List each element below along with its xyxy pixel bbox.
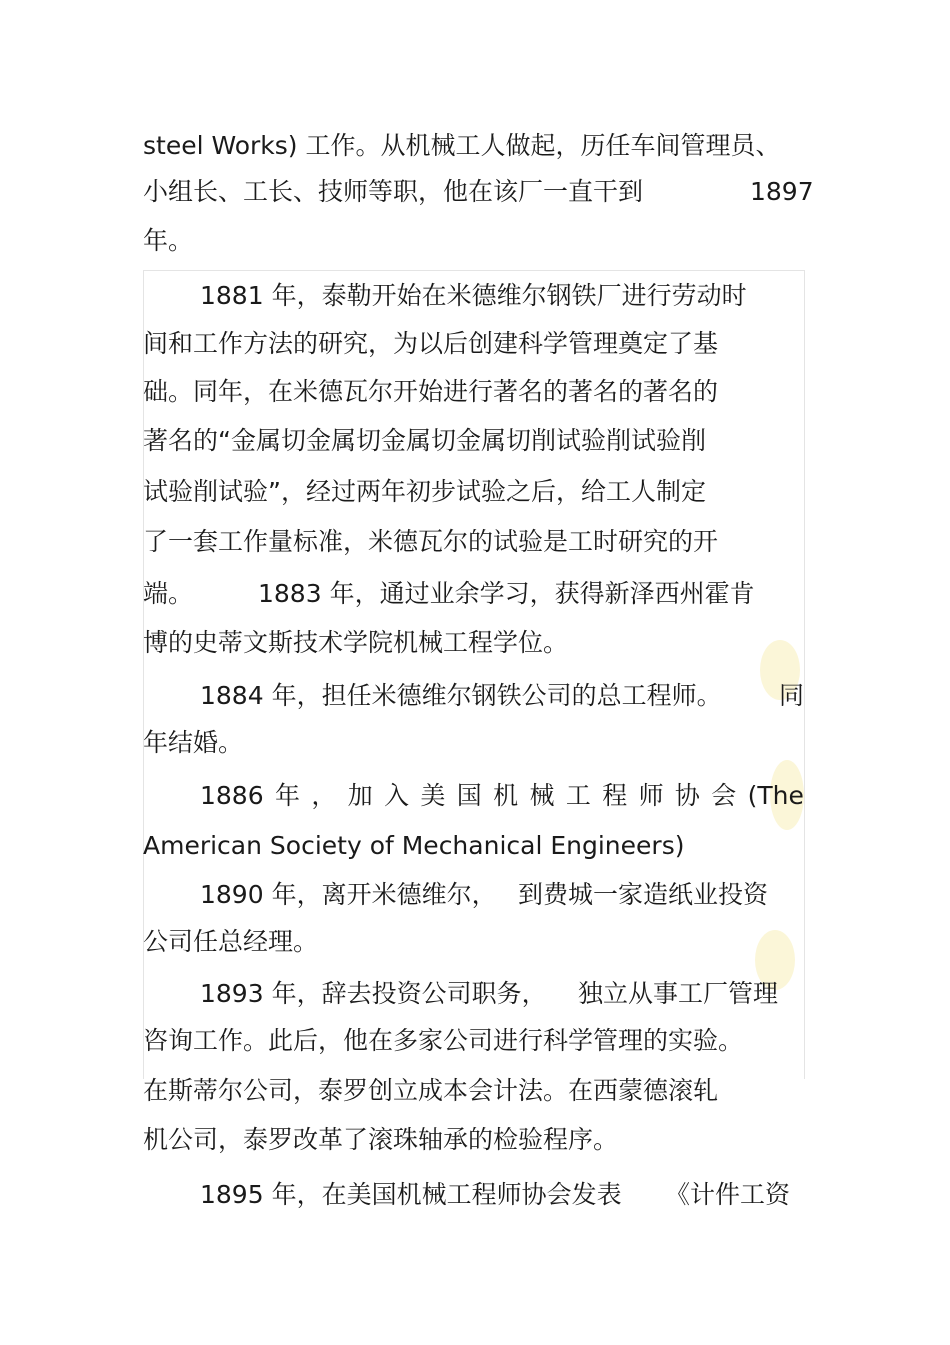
text-line: 1893 年，辞去投资公司职务， bbox=[200, 979, 547, 1008]
word: (The bbox=[747, 781, 804, 810]
word: 国 bbox=[456, 781, 482, 810]
text-line: 了一套工作量标准，米德瓦尔的试验是工时研究的开 bbox=[143, 527, 719, 556]
text-line: 1897 bbox=[750, 177, 814, 206]
word: 美 bbox=[420, 781, 446, 810]
text-line: 础。同年，在米德瓦尔开始进行著名的著名的著名的 bbox=[143, 377, 719, 406]
text-line: 1884 年，担任米德维尔钢铁公司的总工程师。 bbox=[200, 681, 722, 710]
word: 师 bbox=[638, 781, 664, 810]
text-line: 到费城一家造纸业投资 bbox=[518, 880, 769, 909]
text-line: 博的史蒂文斯技术学院机械工程学位。 bbox=[143, 628, 569, 657]
text-line: 同 bbox=[779, 681, 805, 710]
word: 械 bbox=[529, 781, 555, 810]
word: 会 bbox=[711, 781, 737, 810]
text-line: 端。 bbox=[143, 579, 194, 608]
word: 机 bbox=[493, 781, 519, 810]
text-line: 1895 年，在美国机械工程师协会发表 bbox=[200, 1180, 622, 1209]
text-line: American Society of Mechanical Engineers) bbox=[143, 831, 685, 860]
text-line: 小组长、工长、技师等职，他在该厂一直干到 bbox=[143, 177, 644, 206]
text-line: 1881 年，泰勒开始在米德维尔钢铁厂进行劳动时 bbox=[200, 281, 747, 310]
word: 工 bbox=[565, 781, 591, 810]
text-line: 试验削试验”，经过两年初步试验之后，给工人制定 bbox=[143, 477, 706, 506]
word: ， bbox=[311, 781, 337, 810]
text-line: steel Works) 工作。从机械工人做起，历任车间管理员、 bbox=[143, 131, 781, 160]
word: 程 bbox=[602, 781, 628, 810]
text-line: 1890 年，离开米德维尔， bbox=[200, 880, 497, 909]
word: 加 bbox=[347, 781, 373, 810]
text-line: 公司任总经理。 bbox=[143, 927, 319, 956]
text-line: 《计件工资 bbox=[665, 1180, 791, 1209]
word: 1886 bbox=[200, 781, 264, 810]
word: 年 bbox=[274, 781, 300, 810]
text-line: 在斯蒂尔公司，泰罗创立成本会计法。在西蒙德滚轧 bbox=[143, 1076, 719, 1105]
word: 协 bbox=[674, 781, 700, 810]
text-line: 咨询工作。此后，他在多家公司进行科学管理的实验。 bbox=[143, 1026, 744, 1055]
text-line: 间和工作方法的研究，为以后创建科学管理奠定了基 bbox=[143, 329, 719, 358]
text-line: 年结婚。 bbox=[143, 728, 244, 757]
word: 入 bbox=[384, 781, 410, 810]
text-line: 独立从事工厂管理 bbox=[578, 979, 779, 1008]
text-line: 年。 bbox=[143, 226, 194, 255]
text-line: 1883 年，通过业余学习，获得新泽西州霍肯 bbox=[258, 579, 755, 608]
text-line: 机公司，泰罗改革了滚珠轴承的检验程序。 bbox=[143, 1125, 619, 1154]
text-line: 著名的“金属切金属切金属切金属切削试验削试验削 bbox=[143, 426, 706, 455]
text-line-justified bbox=[200, 779, 804, 813]
